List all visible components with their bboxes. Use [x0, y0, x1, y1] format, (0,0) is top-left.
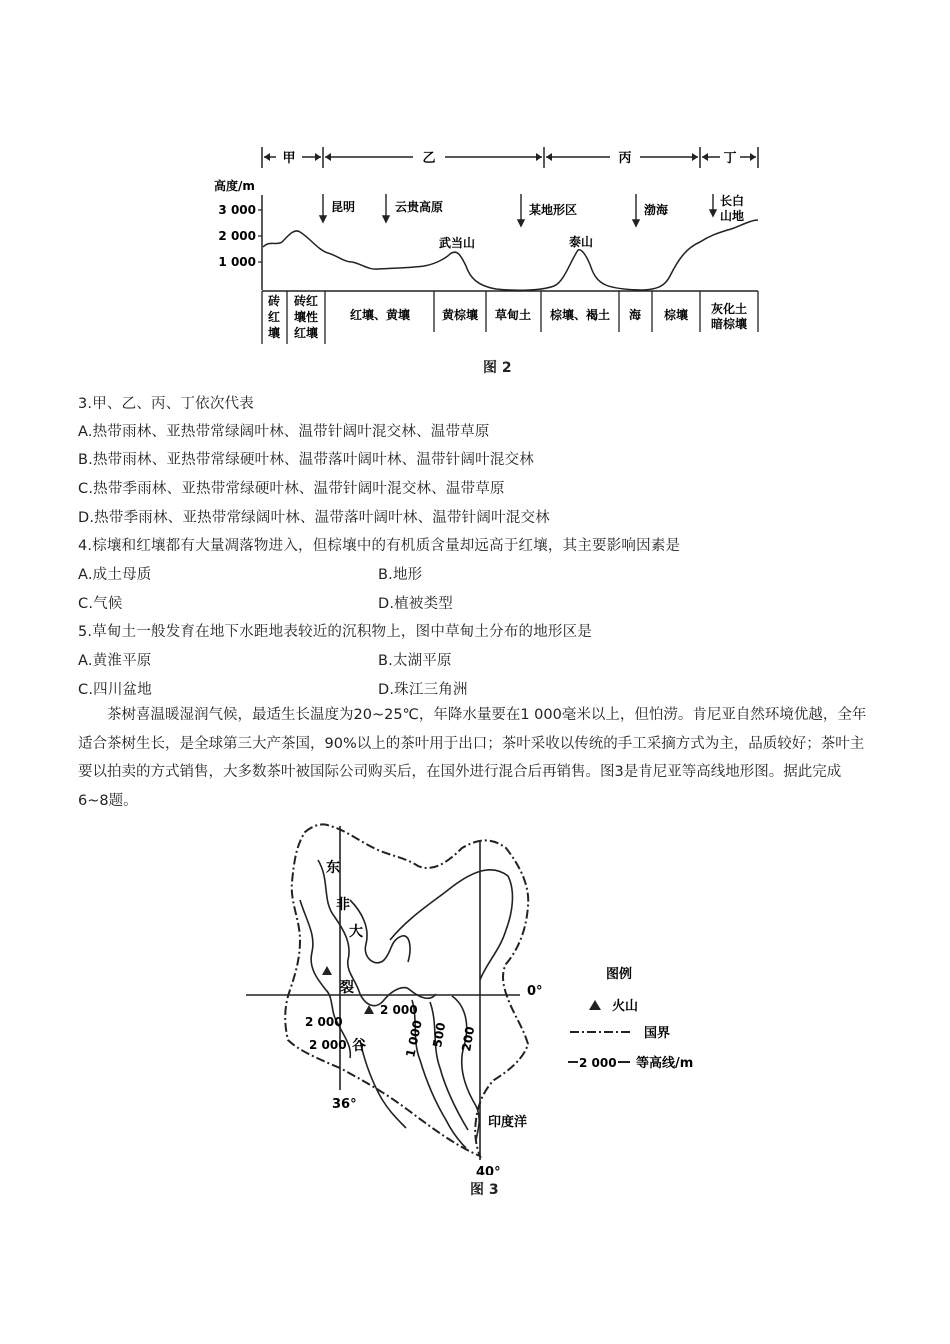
q4-option-d[interactable]: D.植被类型	[378, 596, 453, 612]
soil-podzol-1: 灰化土	[710, 302, 748, 316]
ocean-label: 印度洋	[488, 1115, 528, 1130]
rift-label-5: 谷	[352, 1038, 366, 1054]
label-shandi: 山地	[720, 209, 745, 223]
legend-contour-sample: 2 000	[579, 1056, 617, 1070]
soil-zhuanhong-3: 壤	[267, 326, 281, 340]
zone-yi: 乙	[422, 151, 436, 166]
legend-border-label: 国界	[644, 1026, 671, 1041]
q5-stem: 5.草甸土一般发育在地下水距地表较近的沉积物上，图中草甸土分布的地形区是	[78, 624, 593, 640]
label-taishan: 泰山	[569, 235, 594, 249]
contour-label-2000-c: 2 000	[380, 1003, 418, 1017]
soil-zhuanhong-2: 红	[267, 310, 281, 324]
figure-3-caption: 图 3	[470, 1182, 499, 1198]
q4-option-b[interactable]: B.地形	[378, 567, 423, 583]
tea-passage: 茶树喜温暖湿润气候，最适生长温度为20~25℃，年降水量要在1 000毫米以上，但怕涝。肯尼亚自然环境优越，全年适合茶树生长，是全球第三大产茶国，90%以上的茶叶用于出口；茶叶采收以传统的手工采摘方式为主，品质较好；茶叶主要以拍卖的方式销售，大多数茶叶被国际公司购买后，在国外进行混合后再销售。图3是肯尼亚等高线地形图。据此完成6~8题。	[78, 707, 867, 809]
soil-meadow: 草甸土	[494, 308, 532, 322]
figure-3-kenya-map	[0, 815, 950, 1175]
volcano-icon	[322, 966, 332, 975]
q3-option-a[interactable]: A.热带雨林、亚热带常绿阔叶林、温带针阔叶混交林、温带草原	[78, 424, 490, 440]
y-tick-2000: 2 000	[218, 229, 256, 243]
kenya-border	[285, 824, 528, 1156]
q4-option-a[interactable]: A.成土母质	[78, 567, 152, 583]
zone-ding: 丁	[723, 151, 737, 166]
contour-label-2000-a: 2 000	[305, 1015, 343, 1029]
q3-option-b[interactable]: B.热带雨林、亚热带常绿硬叶林、温带落叶阔叶林、温带针阔叶混交林	[78, 452, 534, 468]
soil-latosolic-1: 砖红	[293, 294, 319, 308]
contour-label-2000-b: 2 000	[309, 1038, 347, 1052]
legend-contour-label: 等高线/m	[636, 1056, 694, 1071]
label-wudang: 武当山	[439, 236, 476, 250]
q5-option-b[interactable]: B.太湖平原	[378, 653, 452, 669]
legend	[568, 966, 693, 1071]
q5-option-c[interactable]: C.四川盆地	[78, 682, 152, 698]
zone-bing: 丙	[618, 151, 632, 166]
q5-option-d[interactable]: D.珠江三角洲	[378, 682, 468, 698]
soil-podzol-2: 暗棕壤	[710, 317, 748, 331]
soil-latosolic-3: 红壤	[293, 326, 319, 340]
label-kunming: 昆明	[331, 200, 356, 214]
lon36-label: 36°	[332, 1097, 357, 1112]
y-axis-label: 高度/m	[214, 179, 255, 193]
label-terrain-area: 某地形区	[529, 203, 578, 217]
lon40-label: 40°	[476, 1165, 501, 1175]
soil-latosolic-2: 壤性	[293, 310, 319, 324]
contour-label-1000: 1 000	[403, 1018, 425, 1059]
legend-volcano-icon	[589, 1000, 601, 1010]
contour-label-500: 500	[430, 1021, 449, 1049]
label-changbai: 长白	[720, 194, 745, 208]
soil-red-yellow: 红壤、黄壤	[349, 308, 411, 322]
figure-2-caption: 图 2	[483, 360, 512, 376]
q4-option-c[interactable]: C.气候	[78, 596, 123, 612]
q3-option-d[interactable]: D.热带季雨林、亚热带常绿阔叶林、温带落叶阔叶林、温带针阔叶混交林	[78, 510, 550, 526]
figure-2-profile	[0, 0, 950, 380]
q3-option-c[interactable]: C.热带季雨林、亚热带常绿硬叶林、温带针阔叶混交林、温带草原	[78, 481, 505, 497]
legend-title: 图例	[606, 967, 633, 982]
soil-yellow-brown: 黄棕壤	[441, 308, 479, 322]
rift-label-1: 东	[326, 860, 340, 876]
zone-jia: 甲	[282, 151, 296, 166]
rift-label-4: 裂	[340, 980, 354, 996]
y-tick-1000: 1 000	[218, 255, 256, 269]
label-yungui: 云贵高原	[395, 200, 444, 214]
equator-label: 0°	[527, 984, 543, 999]
terrain-profile-line	[263, 220, 758, 290]
soil-brown: 棕壤	[663, 308, 689, 322]
rift-label-2: 非	[336, 897, 350, 913]
contour-label-200: 200	[459, 1025, 478, 1053]
q4-stem: 4.棕壤和红壤都有大量凋落物进入，但棕壤中的有机质含量却远高于红壤，其主要影响因素是	[78, 538, 681, 554]
zone-brackets	[262, 147, 758, 168]
q5-option-a[interactable]: A.黄淮平原	[78, 653, 152, 669]
soil-zhuanhong-1: 砖	[267, 294, 281, 308]
soil-sea: 海	[628, 308, 642, 322]
legend-volcano-label: 火山	[612, 999, 639, 1014]
q3-stem: 3.甲、乙、丙、丁依次代表	[78, 396, 254, 412]
rift-label-3: 大	[349, 924, 363, 940]
soil-brown-cinnamon: 棕壤、褐土	[549, 308, 611, 322]
y-tick-3000: 3 000	[218, 203, 256, 217]
label-bohai: 渤海	[644, 203, 669, 217]
